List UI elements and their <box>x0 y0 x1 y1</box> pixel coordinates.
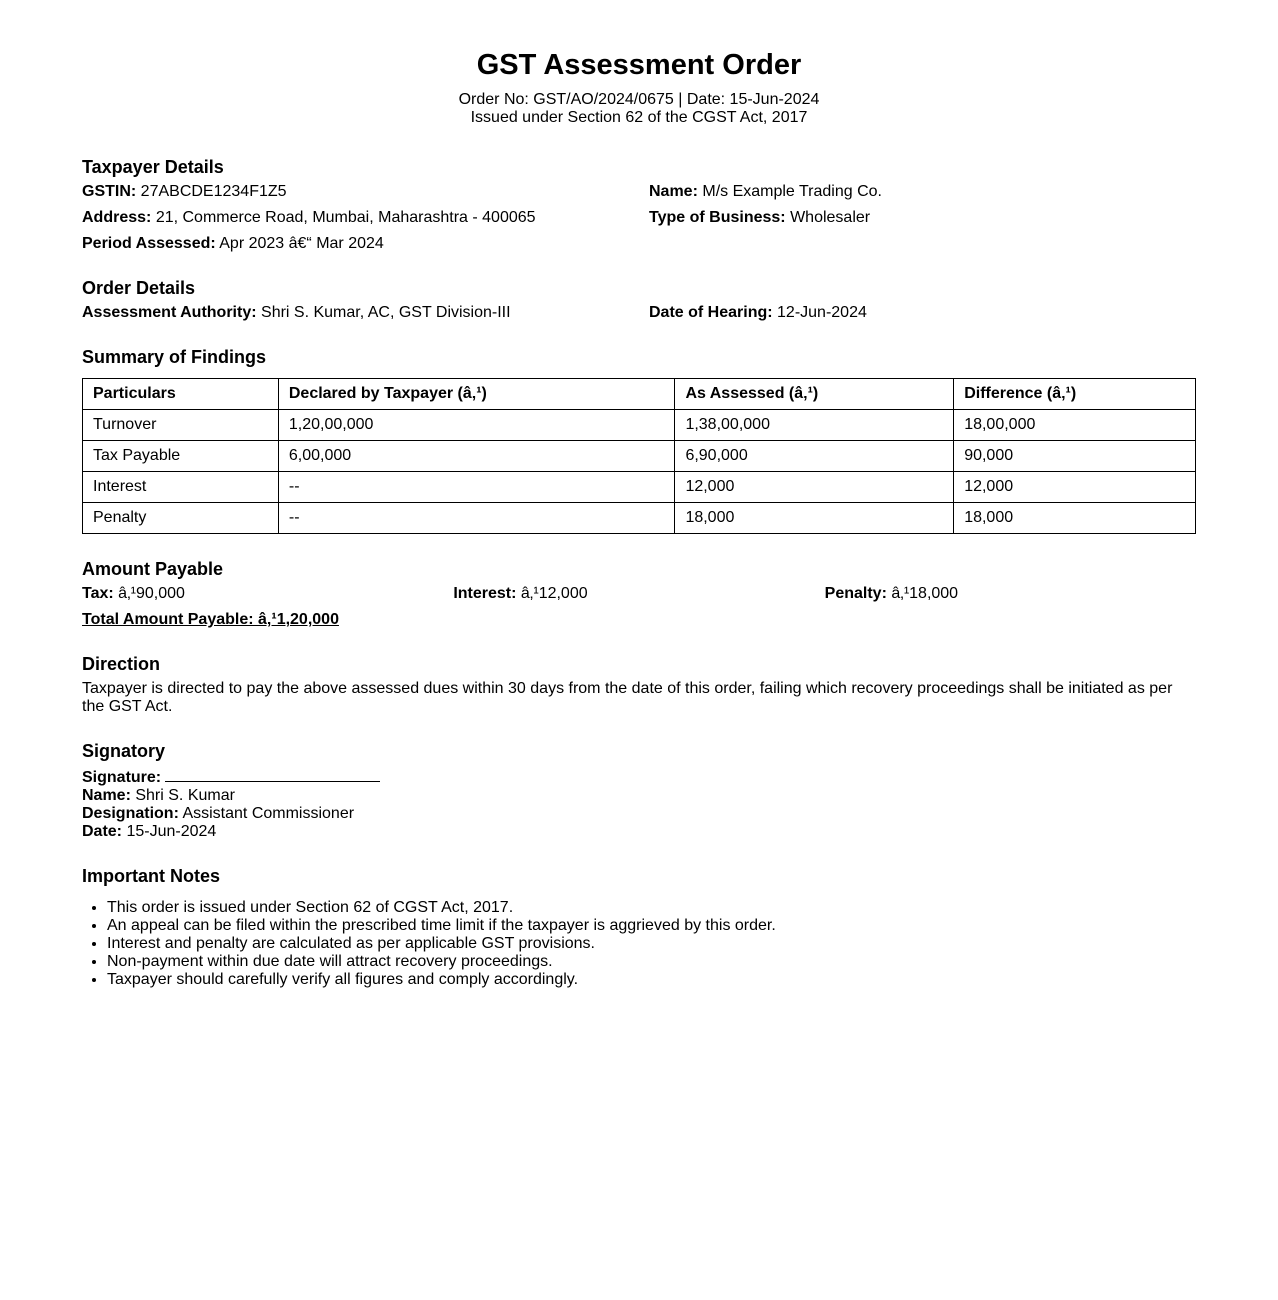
order-number-line: Order No: GST/AO/2024/0675 | Date: 15-Jun-2024 <box>458 91 820 108</box>
address-field <box>82 209 649 227</box>
assessment-authority-value: Shri S. Kumar, AC, GST Division-III <box>261 304 511 321</box>
table-cell: 1,20,00,000 <box>278 410 675 441</box>
table-cell: Tax Payable <box>83 441 279 472</box>
gstin-value: 27ABCDE1234F1Z5 <box>140 183 287 200</box>
business-type-value: Wholesaler <box>790 209 871 226</box>
interest-amount-label: Interest: <box>453 585 517 602</box>
table-cell: 18,00,000 <box>954 410 1196 441</box>
assessment-authority-label: Assessment Authority: <box>82 304 257 321</box>
gstin-label: GSTIN: <box>82 183 137 200</box>
hearing-date-label: Date of Hearing: <box>649 304 773 321</box>
table-header-row <box>83 379 1196 410</box>
period-assessed-value: Apr 2023 â€“ Mar 2024 <box>219 235 384 252</box>
tax-amount-field <box>82 585 453 603</box>
document-title: GST Assessment Order <box>476 49 802 81</box>
taxpayer-details-heading: Taxpayer Details <box>82 157 224 177</box>
taxpayer-name-label: Name: <box>649 183 698 200</box>
designation-label: Designation: <box>82 805 179 822</box>
period-assessed-label: Period Assessed: <box>82 235 216 252</box>
list-item: • Taxpayer should carefully verify all figures and comply accordingly. <box>107 971 1196 989</box>
table-row <box>83 410 1196 441</box>
gstin-field <box>82 183 649 201</box>
column-header-declared: Declared by Taxpayer (â‚¹) <box>278 379 675 410</box>
interest-amount-value: â‚¹12,000 <box>520 585 588 602</box>
assessment-authority-field <box>82 304 649 322</box>
table-cell: 90,000 <box>954 441 1196 472</box>
taxpayer-name-field <box>649 183 1196 201</box>
table-cell: -- <box>278 472 675 503</box>
order-details <box>82 304 1196 322</box>
signatory-heading: Signatory <box>82 741 166 761</box>
table-cell: 6,90,000 <box>675 441 954 472</box>
business-type-label: Type of Business: <box>649 209 786 226</box>
table-cell: 18,000 <box>954 503 1196 534</box>
period-assessed-field <box>82 235 649 253</box>
taxpayer-name-value: M/s Example Trading Co. <box>702 183 882 200</box>
signatory-date-value: 15-Jun-2024 <box>126 823 217 840</box>
amount-payable <box>82 585 1196 629</box>
designation-value: Assistant Commissioner <box>182 805 355 822</box>
list-item: • An appeal can be filed within the prescribed time limit if the taxpayer is aggrieved by this order. <box>107 917 1196 935</box>
signature-label: Signature: <box>82 769 162 786</box>
signatory-date-label: Date: <box>82 823 123 840</box>
table-cell: 12,000 <box>954 472 1196 503</box>
penalty-amount-value: â‚¹18,000 <box>891 585 959 602</box>
penalty-amount-label: Penalty: <box>824 585 887 602</box>
table-cell: 18,000 <box>675 503 954 534</box>
important-notes-heading: Important Notes <box>82 866 221 886</box>
tax-amount-value: â‚¹90,000 <box>118 585 185 602</box>
table-row <box>83 472 1196 503</box>
table-cell: Interest <box>83 472 279 503</box>
table-cell: Turnover <box>83 410 279 441</box>
table-cell: -- <box>278 503 675 534</box>
table-cell: 12,000 <box>675 472 954 503</box>
signatory-name-label: Name: <box>82 787 131 804</box>
interest-amount-field <box>453 585 824 603</box>
signatory-name-value: Shri S. Kumar <box>135 787 235 804</box>
signatory-date-field <box>82 823 1196 841</box>
signatory-block <box>82 767 1196 841</box>
tax-amount-label: Tax: <box>82 585 114 602</box>
taxpayer-details <box>82 183 1196 253</box>
hearing-date-field <box>649 304 1196 322</box>
column-header-assessed: As Assessed (â‚¹) <box>675 379 954 410</box>
business-type-field <box>649 209 1196 227</box>
order-details-heading: Order Details <box>82 278 196 298</box>
column-header-particulars: Particulars <box>83 379 279 410</box>
summary-findings-heading: Summary of Findings <box>82 347 267 367</box>
table-row <box>83 503 1196 534</box>
table-cell: 6,00,000 <box>278 441 675 472</box>
table-cell: Penalty <box>83 503 279 534</box>
signature-field <box>82 767 1196 787</box>
table-row <box>83 441 1196 472</box>
direction-text: Taxpayer is directed to pay the above assessed dues within 30 days from the date of this order, failing which recovery proceedings shall be initiated as per the GST Act. <box>82 680 1173 715</box>
list-item: • Non-payment within due date will attract recovery proceedings. <box>107 953 1196 971</box>
notes-list <box>82 899 1196 989</box>
total-amount-payable: Total Amount Payable: â‚¹1,20,000 <box>82 611 339 628</box>
list-item: • This order is issued under Section 62 of CGST Act, 2017. <box>107 899 1196 917</box>
table-cell: 1,38,00,000 <box>675 410 954 441</box>
amount-payable-heading: Amount Payable <box>82 559 224 579</box>
findings-table <box>82 378 1196 534</box>
signatory-name-field <box>82 787 1196 805</box>
hearing-date-value: 12-Jun-2024 <box>777 304 867 321</box>
list-item: • Interest and penalty are calculated as per applicable GST provisions. <box>107 935 1196 953</box>
signature-line <box>165 767 380 782</box>
penalty-amount-field <box>825 585 1196 603</box>
designation-field <box>82 805 1196 823</box>
direction-heading: Direction <box>82 654 161 674</box>
section-reference-line: Issued under Section 62 of the CGST Act, 2017 <box>470 109 808 126</box>
address-label: Address: <box>82 209 152 226</box>
address-value: 21, Commerce Road, Mumbai, Maharashtra - 400065 <box>155 209 536 226</box>
column-header-difference: Difference (â‚¹) <box>954 379 1196 410</box>
